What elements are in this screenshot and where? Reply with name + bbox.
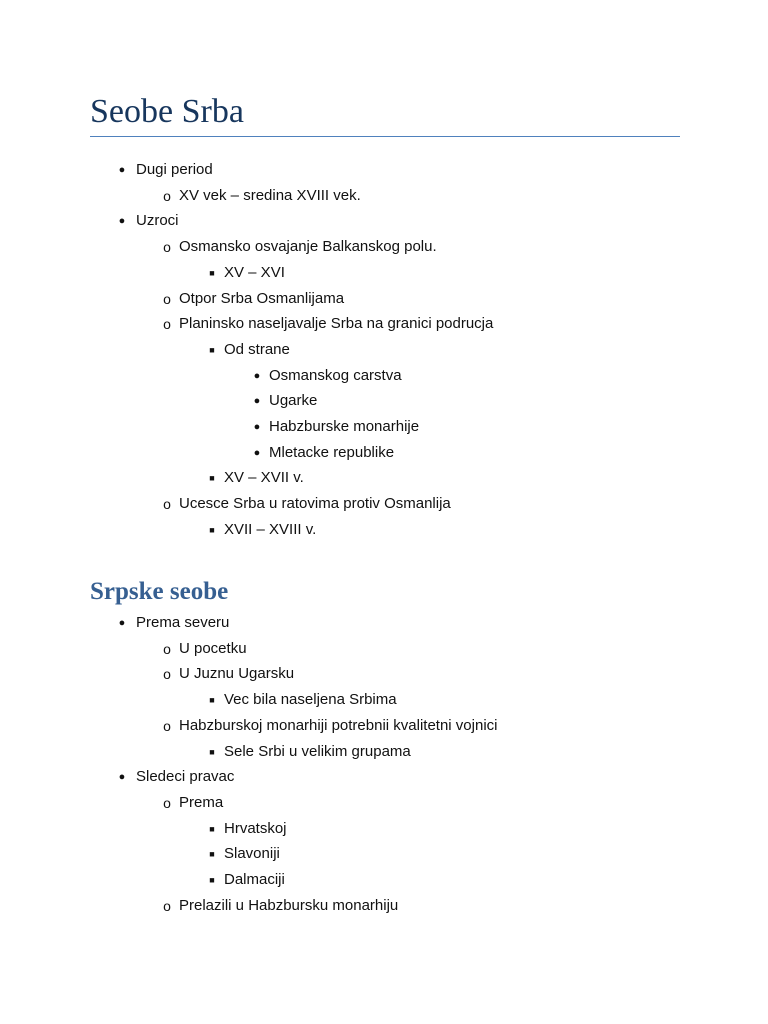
list-item-text: XV – XVII v. <box>224 469 304 487</box>
bullet-marker-icon: o <box>163 187 171 204</box>
list-item-text: Dugi period <box>136 161 213 178</box>
list-item-text: Mletacke republike <box>269 443 395 461</box>
bullet-marker-icon: ● <box>118 617 126 629</box>
bullet-marker-icon: ■ <box>209 524 215 535</box>
list-item-text: Prelazili u Habzbursku monarhiju <box>179 896 399 914</box>
bullet-marker-icon: ● <box>118 215 126 228</box>
list-item-text: Od strane <box>224 340 290 358</box>
list-item-text: Hrvatskoj <box>224 819 287 837</box>
bullet-marker-icon: ● <box>253 446 261 459</box>
bullet-marker-icon: ● <box>253 369 261 382</box>
list-item-text: Habzburske monarhije <box>269 418 420 435</box>
list-item-text: Habzburskoj monarhiji potrebnii kvalitetni vojnici <box>179 716 498 734</box>
bullet-marker-icon: o <box>163 290 171 307</box>
list-item-text: U pocetku <box>179 639 247 657</box>
bullet-marker-icon: ■ <box>209 746 215 757</box>
list-item-text: Planinsko naseljavalje Srba na granici podrucja <box>179 315 494 333</box>
bullet-marker-icon: o <box>163 640 171 657</box>
bullet-marker-icon: o <box>163 239 171 256</box>
list-item-text: Osmanskog carstva <box>269 366 402 384</box>
bullet-marker-icon: ■ <box>209 695 215 706</box>
list-item-text: Ucesce Srba u ratovima protiv Osmanlija <box>179 495 451 513</box>
bullet-marker-icon: ● <box>253 395 261 408</box>
bullet-marker-icon: ■ <box>209 849 215 860</box>
list-item-text: Osmansko osvajanje Balkanskog polu. <box>179 238 437 256</box>
list-item-text: Prema <box>179 793 224 811</box>
section-heading: Srpske seobe <box>90 578 229 605</box>
list-item-text: Sele Srbi u velikim grupama <box>224 742 411 760</box>
list-item-text: XV – XVI <box>224 263 285 281</box>
list-item-text: Otpor Srba Osmanlijama <box>179 289 345 307</box>
bullet-marker-icon: ■ <box>209 344 215 355</box>
bullet-marker-icon: ● <box>118 164 126 176</box>
bullet-marker-icon: o <box>163 666 171 683</box>
bullet-marker-icon: ■ <box>209 267 215 278</box>
bullet-marker-icon: ■ <box>209 875 215 885</box>
page-title: Seobe Srba <box>90 93 244 130</box>
list-item-text: Prema severu <box>136 614 230 631</box>
bullet-marker-icon: o <box>163 897 171 914</box>
title-underline <box>90 136 680 137</box>
list-item-text: Vec bila naseljena Srbima <box>224 691 397 709</box>
bullet-marker-icon: ■ <box>209 473 215 484</box>
bullet-marker-icon: ● <box>253 421 261 433</box>
list-item-text: Sledeci pravac <box>136 768 235 786</box>
list-item-text: Ugarke <box>269 392 318 410</box>
list-item-text: XVII – XVIII v. <box>224 520 317 538</box>
bullet-marker-icon: o <box>163 496 171 513</box>
list-item-text: U Juznu Ugarsku <box>179 665 295 683</box>
bullet-marker-icon: ■ <box>209 823 215 834</box>
bullet-marker-icon: o <box>163 316 171 333</box>
bullet-marker-icon: o <box>163 717 171 734</box>
list-item-text: Uzroci <box>136 212 179 230</box>
list-item-text: Slavoniji <box>224 845 280 863</box>
list-item-text: Dalmaciji <box>224 871 285 888</box>
list-item-text: XV vek – sredina XVIII vek. <box>179 186 361 204</box>
bullet-marker-icon: ● <box>118 771 126 784</box>
bullet-marker-icon: o <box>163 794 171 811</box>
